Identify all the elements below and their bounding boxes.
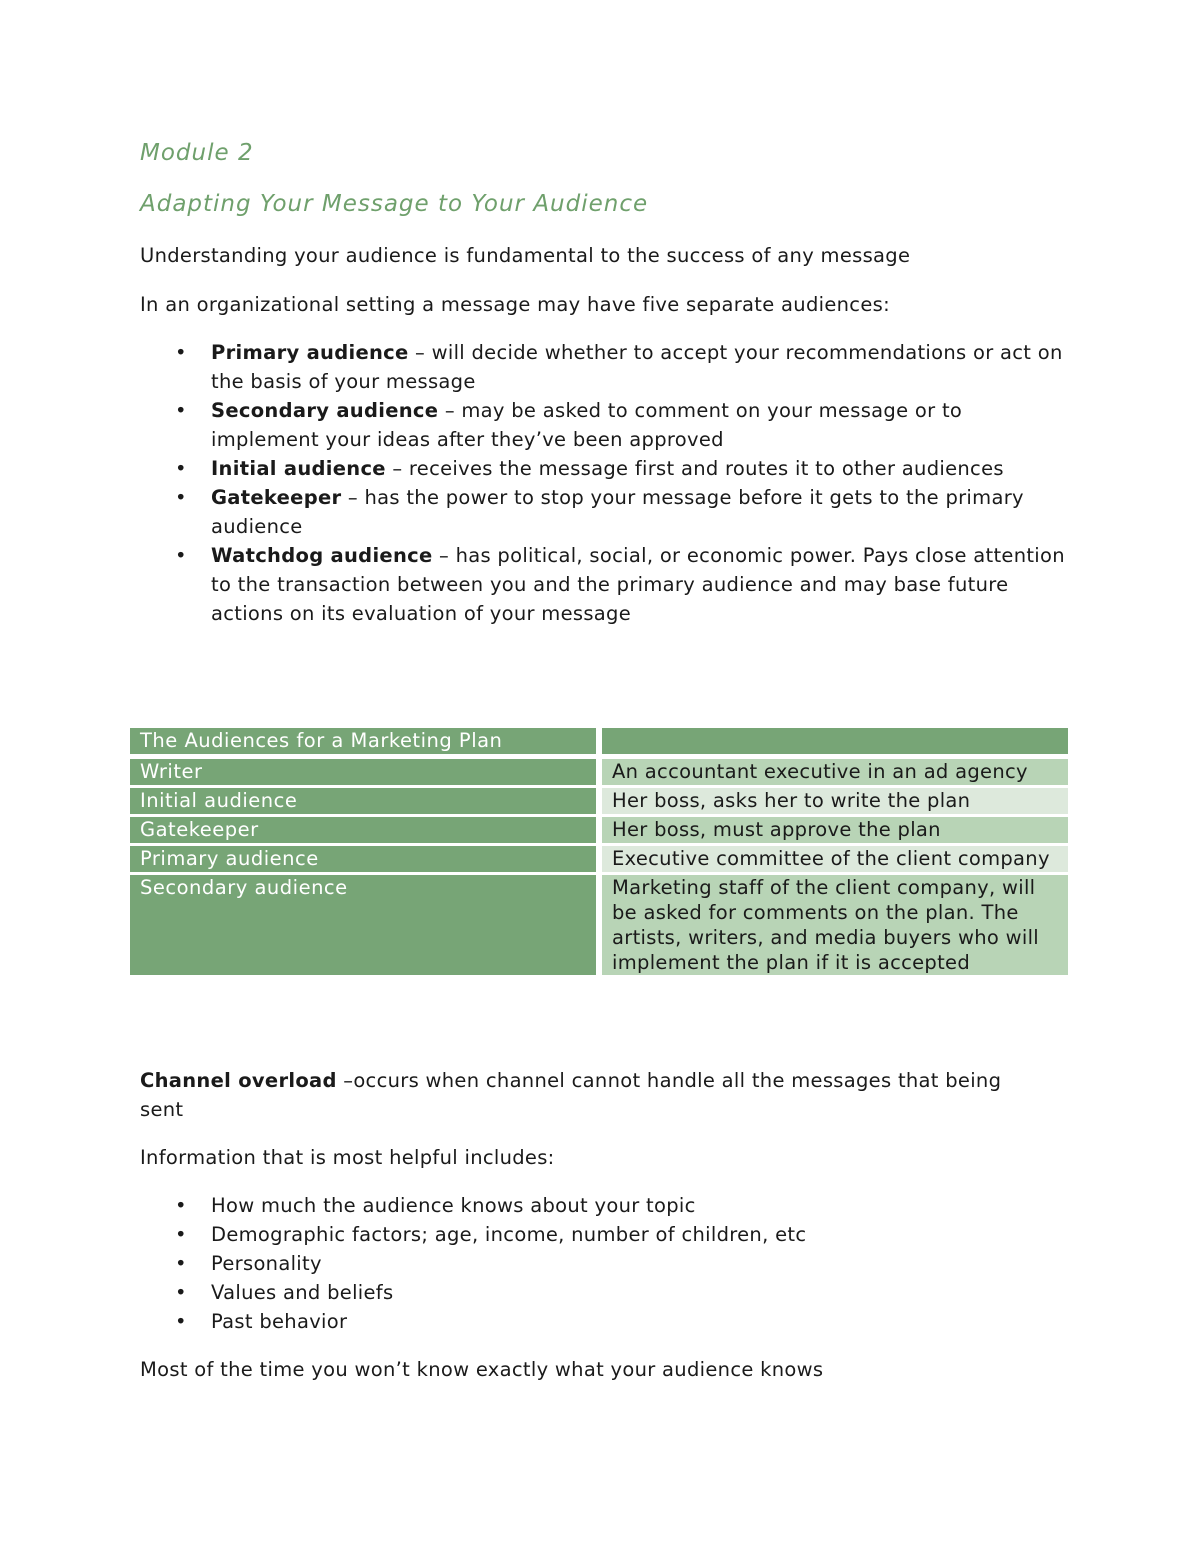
bullet-icon: • (175, 457, 187, 480)
marketing-plan-table (130, 728, 1068, 978)
bullet-icon: • (175, 1310, 187, 1333)
list-item (140, 454, 1070, 483)
list-item (140, 338, 1070, 396)
table-header-empty (602, 728, 1068, 754)
list-item (140, 1307, 1070, 1336)
info-item-text: How much the audience knows about your topic (211, 1194, 696, 1217)
list-item (140, 1191, 1070, 1220)
bullet-icon: • (175, 1252, 187, 1275)
table-row (130, 846, 1068, 872)
audience-term: Secondary audience (211, 399, 439, 422)
audience-term: Initial audience (211, 457, 386, 480)
info-item-text: Past behavior (211, 1310, 348, 1333)
list-item (140, 396, 1070, 454)
audience-desc: – may be asked to comment on your message or to implement your ideas after they’ve been approved (211, 399, 963, 451)
intro-paragraph-1: Understanding your audience is fundamental to the success of any message (140, 244, 911, 267)
audience-list (140, 338, 1070, 628)
bullet-icon: • (175, 544, 187, 567)
bullet-icon: • (175, 1223, 187, 1246)
table-row (130, 817, 1068, 843)
table-header: The Audiences for a Marketing Plan (130, 728, 596, 754)
info-item-text: Personality (211, 1252, 322, 1275)
channel-overload-desc: –occurs when channel cannot handle all the messages that being sent (140, 1069, 1002, 1121)
audience-desc: – has the power to stop your message before it gets to the primary audience (211, 486, 1024, 538)
table-row-label: Writer (130, 759, 596, 785)
section-title: Adapting Your Message to Your Audience (140, 191, 649, 217)
table-row (130, 875, 1068, 975)
table-row-label: Initial audience (130, 788, 596, 814)
list-item (140, 1278, 1070, 1307)
audience-term: Watchdog audience (211, 544, 433, 567)
closing-paragraph: Most of the time you won’t know exactly what your audience knows (140, 1358, 824, 1381)
audience-desc: – has political, social, or economic power. Pays close attention to the transaction between you and the primary audience and may base future actions on its evaluation of your message (211, 544, 1065, 625)
list-item (140, 483, 1070, 541)
table-row-label: Secondary audience (130, 875, 596, 975)
list-item (140, 541, 1070, 628)
bullet-icon: • (175, 399, 187, 422)
table-row-value: Marketing staff of the client company, will be asked for comments on the plan. The artists, writers, and media buyers who will implement the plan if it is accepted (602, 875, 1068, 975)
table-header-row (130, 728, 1068, 754)
intro-paragraph-2: In an organizational setting a message may have five separate audiences: (140, 293, 890, 316)
audience-term: Primary audience (211, 341, 409, 364)
info-item-text: Values and beliefs (211, 1281, 394, 1304)
list-item (140, 1220, 1070, 1249)
table-row-value: Her boss, must approve the plan (602, 817, 1068, 843)
table-row-value: An accountant executive in an ad agency (602, 759, 1068, 785)
table-row-value: Executive committee of the client company (602, 846, 1068, 872)
bullet-icon: • (175, 486, 187, 509)
audience-term: Gatekeeper (211, 486, 342, 509)
audience-desc: – will decide whether to accept your recommendations or act on the basis of your message (211, 341, 1063, 393)
bullet-icon: • (175, 1281, 187, 1304)
channel-overload-paragraph (140, 1066, 1040, 1124)
bullet-icon: • (175, 1194, 187, 1217)
table-row (130, 788, 1068, 814)
table-row-label: Primary audience (130, 846, 596, 872)
info-list (140, 1191, 1070, 1336)
table-row (130, 759, 1068, 785)
module-title: Module 2 (140, 140, 254, 166)
bullet-icon: • (175, 341, 187, 364)
info-intro: Information that is most helpful includes: (140, 1146, 555, 1169)
table-row-value: Her boss, asks her to write the plan (602, 788, 1068, 814)
info-item-text: Demographic factors; age, income, number of children, etc (211, 1223, 807, 1246)
table-row-label: Gatekeeper (130, 817, 596, 843)
audience-desc: – receives the message first and routes it to other audiences (385, 457, 1004, 480)
channel-overload-term: Channel overload (140, 1069, 337, 1092)
list-item (140, 1249, 1070, 1278)
